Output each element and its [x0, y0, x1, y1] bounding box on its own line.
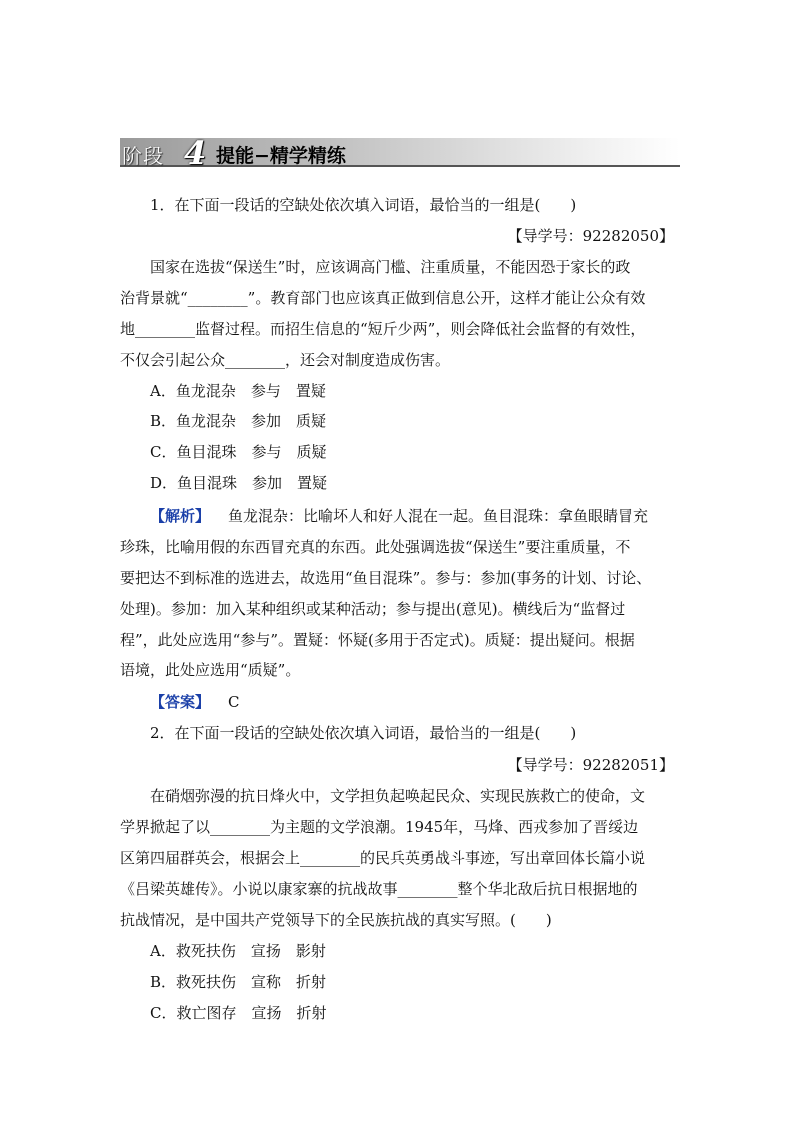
q1-answer-value: C — [228, 693, 240, 711]
q1-analysis-line: 要把达不到标准的选进去，故选用“鱼目混珠”。参与：参加(事务的计划、讨论、 — [120, 569, 652, 587]
q1-option-a: A．鱼龙混杂 参与 置疑 — [150, 382, 326, 400]
banner-stage-label: 阶段 — [122, 144, 164, 168]
q1-option-d: D．鱼目混珠 参加 置疑 — [150, 474, 328, 492]
q1-passage-line: 治背景就“________”。教育部门也应该真正做到信息公开，这样才能让公众有效 — [120, 289, 646, 307]
answer-tag: 【答案】 — [150, 693, 211, 711]
banner-title: 提能−精学精练 — [216, 145, 346, 167]
q2-guide-number: 【导学号：92282051】 — [507, 756, 674, 774]
q1-option-c: C．鱼目混珠 参与 质疑 — [150, 443, 327, 461]
q1-passage-line: 不仅会引起公众________，还会对制度造成伤害。 — [120, 351, 451, 369]
q2-passage-line: 抗战情况，是中国共产党领导下的全民族抗战的真实写照。( ) — [120, 911, 552, 929]
q1-analysis-line: 珍珠，比喻用假的东西冒充真的东西。此处强调选拔“保送生”要注重质量，不 — [120, 538, 631, 556]
q2-passage-line: 区第四届群英会，根据会上________的民兵英勇战斗事迹，写出章回体长篇小说 — [120, 849, 646, 867]
q2-passage-line: 在硝烟弥漫的抗日烽火中，文学担负起唤起民众、实现民族救亡的使命，文 — [150, 787, 646, 805]
q2-stem: 2．在下面一段话的空缺处依次填入词语，最恰当的一组是( ) — [150, 724, 577, 742]
q1-stem: 1．在下面一段话的空缺处依次填入词语，最恰当的一组是( ) — [150, 196, 577, 214]
q1-analysis-line: 处理)。参加：加入某种组织或某种活动；参与提出(意见)。横线后为“监督过 — [120, 600, 626, 618]
q1-passage-line: 国家在选拔“保送生”时，应该调高门槛、注重质量，不能因恐于家长的政 — [150, 258, 631, 276]
analysis-tag: 【解析】 — [150, 507, 211, 525]
q2-option-a: A．救死扶伤 宣扬 影射 — [150, 942, 326, 960]
q1-analysis-line: 程”，此处应选用“参与”。置疑：怀疑(多用于否定式)。质疑：提出疑问。根据 — [120, 631, 635, 649]
section-banner — [120, 134, 680, 172]
q2-option-c: C．救亡图存 宣扬 折射 — [150, 1004, 327, 1022]
q1-guide-number: 【导学号：92282050】 — [507, 227, 674, 245]
q1-analysis-text: 鱼龙混杂：比喻坏人和好人混在一起。鱼目混珠：拿鱼眼睛冒充 — [228, 507, 649, 525]
q1-analysis-first-line — [150, 506, 648, 526]
q1-option-b: B．鱼龙混杂 参加 质疑 — [150, 412, 327, 430]
q2-passage-line: 学界掀起了以________为主题的文学浪潮。1945年，马烽、西戎参加了晋绥边 — [120, 818, 639, 836]
banner-stage-number: 4 — [184, 134, 207, 172]
q2-passage-line: 《吕梁英雄传》。小说以康家寨的抗战故事________整个华北敌后抗日根据地的 — [120, 880, 638, 898]
q1-analysis-line: 语境，此处应选用“质疑”。 — [120, 661, 301, 679]
q2-option-b: B．救死扶伤 宣称 折射 — [150, 973, 327, 991]
q1-passage-line: 地________监督过程。而招生信息的“短斤少两”，则会降低社会监督的有效性， — [120, 320, 646, 338]
q1-answer — [150, 692, 240, 712]
